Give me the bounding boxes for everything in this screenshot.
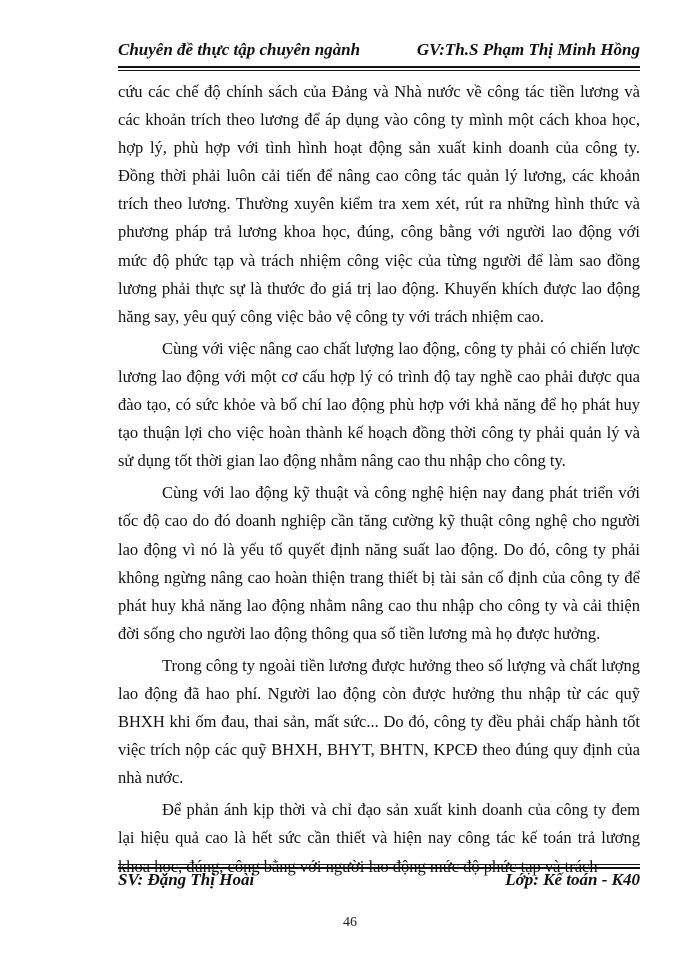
footer-student: SV: Đặng Thị Hoài <box>118 870 255 889</box>
page-number: 46 <box>343 915 357 930</box>
paragraph: Cùng với lao động kỹ thuật và công nghệ hiện nay đang phát triển với tốc độ cao do đó doanh nghiệp cần tăng cường kỹ thuật công nghệ cho người lao động vì nó là yếu tố quyết định năng suất lao động. Do đó, công ty phải không ngừng nâng cao hoàn thiện trang thiết bị tài sản cố định của công ty để phát huy khả năng lao động nhằm nâng cao thu nhập cho công ty và cải thiện đời sống cho người lao động thông qua số tiền lương mà họ được hưởng. <box>118 483 640 643</box>
header-rule-thin <box>118 70 640 71</box>
header-rule <box>118 66 640 68</box>
paragraph: Để phản ánh kịp thời và chỉ đạo sản xuất kinh doanh của công ty đem lại hiệu quả cao là hết sức cần thiết và hiện nay công tác kế toán trả lương khoa học, đúng, công bằng với người lao động mức độ phức tạp và trách <box>118 800 640 876</box>
footer-rule-thin <box>118 864 640 865</box>
paragraph: Cùng với việc nâng cao chất lượng lao động, công ty phải có chiến lược lương lao động với một cơ cấu hợp lý có trình độ tay nghề cao phải được qua đào tạo, có sức khỏe và bố chí lao động phù hợp với khả năng để họ phát huy tạo thuận lợi cho việc hoàn thành kế hoạch đồng thời công ty phải quản lý và sử dụng tốt thời gian lao động nhằm nâng cao thu nhập cho công ty. <box>118 338 640 471</box>
paragraph: Trong công ty ngoài tiền lương được hưởng theo số lượng và chất lượng lao động đã hao phí. Người lao động còn được hưởng thu nhập từ các quỹ BHXH khi ốm đau, thai sản, mất sức... Do đó, công ty đều phải chấp hành tốt việc trích nộp các quỹ BHXH, BHYT, BHTN, KPCĐ theo đúng quy định của nhà nước. <box>118 655 640 788</box>
header-topic: Chuyên đề thực tập chuyên ngành <box>118 40 361 59</box>
footer-class: Lớp: Kế toán - K40 <box>505 870 640 889</box>
footer-rule <box>118 867 640 869</box>
page-header <box>118 40 640 68</box>
paragraph-continued: cứu các chế độ chính sách của Đảng và Nhà nước về công tác tiền lương và các khoản trích theo lương để áp dụng vào công ty mình một cách khoa học, hợp lý, phù hợp với tình hình hoạt động sản xuất kinh doanh của công ty. Đồng thời phải luôn cải tiến để nâng cao công tác quản lý lương, các khoản trích theo lương. Thường xuyên kiểm tra xem xét, rút ra những hình thức và phương pháp trả lương khoa học, đúng, công bằng với người lao động với mức độ phức tạp và trách nhiệm công việc của từng người để làm sao đồng lương phải thực sự là thước đo giá trị lao động. Khuyến khích được lao động hăng say, yêu quý công việc bảo vệ công ty với trách nhiệm cao. <box>118 82 640 326</box>
page-footer <box>118 870 640 896</box>
body-text <box>118 78 640 881</box>
header-instructor: GV:Th.S Phạm Thị Minh Hồng <box>416 40 640 59</box>
